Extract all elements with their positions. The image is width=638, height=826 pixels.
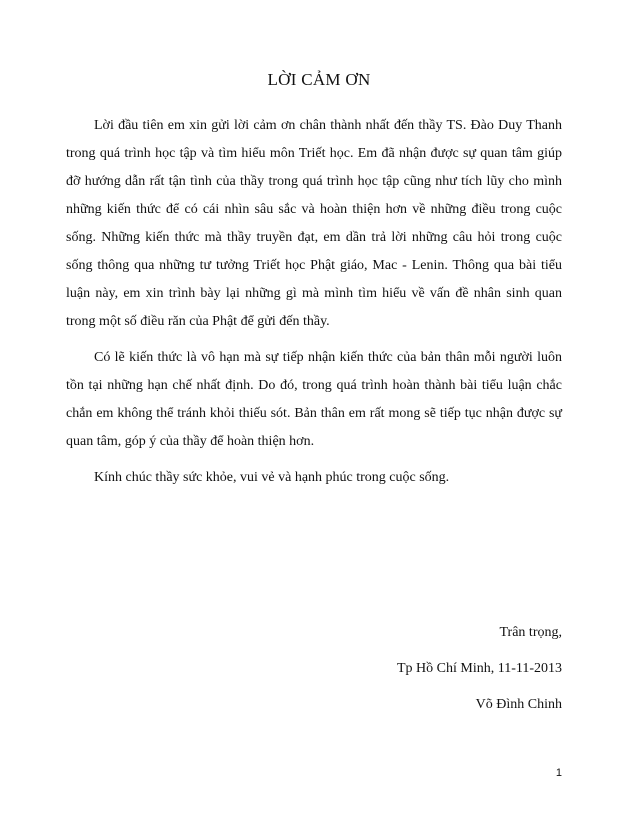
document-body: [66, 112, 562, 492]
page-title: LỜI CẢM ƠN: [267, 70, 371, 89]
paragraph-2: Có lẽ kiến thức là vô hạn mà sự tiếp nhận kiến thức của bản thân mỗi người luôn tồn tại những hạn chế nhất định. Do đó, trong quá trình hoàn thành bài tiểu luận chắc chắn em không thể tránh khỏi thiếu sót. Bản thân em rất mong sẽ tiếp tục nhận được sự quan tâm, góp ý của thầy để hoàn thiện hơn.: [66, 350, 562, 449]
author-name: Võ Đình Chinh: [475, 697, 562, 712]
page-number: 1: [555, 767, 562, 779]
paragraph-3: Kính chúc thầy sức khỏe, vui vẻ và hạnh phúc trong cuộc sống.: [94, 470, 450, 485]
place-date: Tp Hồ Chí Minh, 11-11-2013: [396, 661, 562, 676]
closing-salutation: Trân trọng,: [499, 625, 562, 640]
paragraph-1: Lời đầu tiên em xin gửi lời cảm ơn chân thành nhất đến thầy TS. Đào Duy Thanh trong quá trình học tập và tìm hiểu môn Triết học. Em đã nhận được sự quan tâm giúp đỡ hướng dẫn rất tận tình của thầy trong quá trình học tập cũng như tích lũy cho mình những kiến thức để có cái nhìn sâu sắc và hoàn thiện hơn về những điều trong cuộc sống. Những kiến thức mà thầy truyền đạt, em dần trả lời những câu hỏi trong cuộc sống thông qua những tư tưởng Triết học Phật giáo, Mac - Lenin. Thông qua bài tiểu luận này, em xin trình bày lại những gì mà mình tìm hiểu về vấn đề nhân sinh quan trong một số điều răn của Phật để gửi đến thầy.: [66, 118, 562, 329]
